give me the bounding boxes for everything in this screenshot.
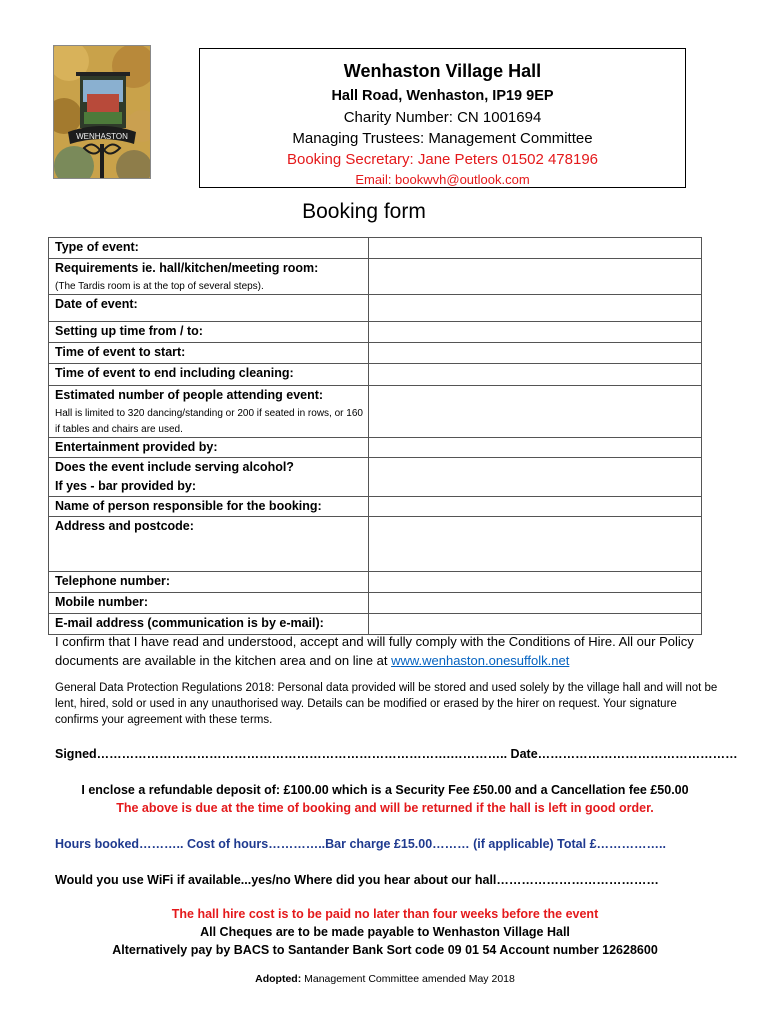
hall-name: Wenhaston Village Hall [343, 61, 542, 81]
field-input[interactable] [369, 458, 702, 497]
hall-address: Hall Road, Wenhaston, IP19 9EP [331, 88, 554, 104]
booking-email: Email: bookwvh@outlook.com [355, 172, 530, 187]
field-label: Name of person responsible for the booking: [55, 499, 322, 513]
field-label: Entertainment provided by: [55, 440, 218, 454]
field-input[interactable] [369, 386, 702, 438]
payment-deadline: The hall hire cost is to be paid no later than four weeks before the event [171, 907, 599, 921]
field-label: Setting up time from / to: [55, 324, 203, 338]
svg-text:WENHASTON: WENHASTON [76, 132, 128, 141]
field-label: E-mail address (communication is by e-mail): [55, 616, 324, 630]
field-label: Requirements ie. hall/kitchen/meeting room: [55, 261, 319, 275]
table-row [49, 295, 702, 322]
adopted-footer [0, 973, 770, 985]
table-row [49, 438, 702, 458]
field-input[interactable] [369, 295, 702, 322]
table-row [49, 497, 702, 517]
signature-date-line[interactable]: Signed………………………………………………………………………….………….. Date………………………………………… [55, 747, 738, 761]
field-label: Date of event: [55, 297, 138, 311]
table-row [49, 572, 702, 593]
hours-booked-line[interactable]: Hours booked……….. Cost of hours…………..Bar charge £15.00……… (if applicable) Total £…………….. [55, 837, 666, 851]
wifi-question-line[interactable]: Would you use WiFi if available...yes/no Where did you hear about our hall………………………………… [55, 873, 659, 887]
confirmation-body: I confirm that I have read and understood, accept and will fully comply with the Conditions of Hire. All our Policy documents are available in the kitchen area and on line at [55, 634, 694, 668]
table-row [49, 259, 702, 295]
booking-secretary: Booking Secretary: Jane Peters 01502 478196 [286, 151, 599, 168]
field-note: (The Tardis room is at the top of several steps). [55, 281, 264, 292]
field-label: Does the event include serving alcohol? [55, 460, 294, 474]
table-row [49, 458, 702, 497]
deposit-text: I enclose a refundable deposit of: £100.00 which is a Security Fee £50.00 and a Cancellation fee £50.00 [81, 783, 689, 797]
adopted-text: Management Committee amended May 2018 [301, 973, 515, 985]
header-box [199, 48, 686, 188]
field-input[interactable] [369, 497, 702, 517]
field-input[interactable] [369, 343, 702, 364]
field-input[interactable] [369, 593, 702, 614]
table-row [49, 364, 702, 386]
website-link[interactable]: www.wenhaston.onesuffolk.net [391, 653, 570, 668]
table-row [49, 386, 702, 438]
field-input[interactable] [369, 238, 702, 259]
deposit-note: The above is due at the time of booking and will be returned if the hall is left in good order. [116, 801, 654, 815]
adopted-label: Adopted: [255, 973, 302, 985]
confirmation-text [55, 632, 720, 670]
table-row [49, 238, 702, 259]
field-label: Type of event: [55, 240, 139, 254]
village-sign-logo [53, 45, 151, 179]
cheque-instructions: All Cheques are to be made payable to Wenhaston Village Hall [200, 925, 570, 939]
bacs-instructions: Alternatively pay by BACS to Santander Bank Sort code 09 01 54 Account number 12628600 [112, 943, 658, 957]
charity-number: Charity Number: CN 1001694 [343, 109, 542, 126]
field-input[interactable] [369, 517, 702, 572]
table-row [49, 322, 702, 343]
gdpr-text: General Data Protection Regulations 2018: Personal data provided will be stored and used solely by the village hall and will not be lent, hired, sold or used in any unauthorised way. Details can be modified or erased by the hirer on request. Your signature confirms your agreement with these terms. [55, 682, 718, 726]
field-input[interactable] [369, 572, 702, 593]
table-row [49, 343, 702, 364]
field-label: If yes - bar provided by: [55, 479, 197, 493]
field-input[interactable] [369, 364, 702, 386]
managing-trustees: Managing Trustees: Management Committee [292, 130, 593, 147]
field-label: Address and postcode: [55, 519, 194, 533]
field-label: Time of event to end including cleaning: [55, 366, 294, 380]
form-title: Booking form [302, 200, 426, 223]
field-label: Estimated number of people attending event: [55, 388, 324, 402]
table-row [49, 517, 702, 572]
field-note: Hall is limited to 320 dancing/standing or 200 if seated in rows, or 160 if tables and chairs are used. [55, 408, 363, 435]
table-row [49, 593, 702, 614]
field-input[interactable] [369, 259, 702, 295]
field-label: Mobile number: [55, 595, 149, 609]
field-label: Telephone number: [55, 574, 171, 588]
field-input[interactable] [369, 438, 702, 458]
booking-table [48, 237, 702, 635]
field-label: Time of event to start: [55, 345, 186, 359]
field-input[interactable] [369, 322, 702, 343]
